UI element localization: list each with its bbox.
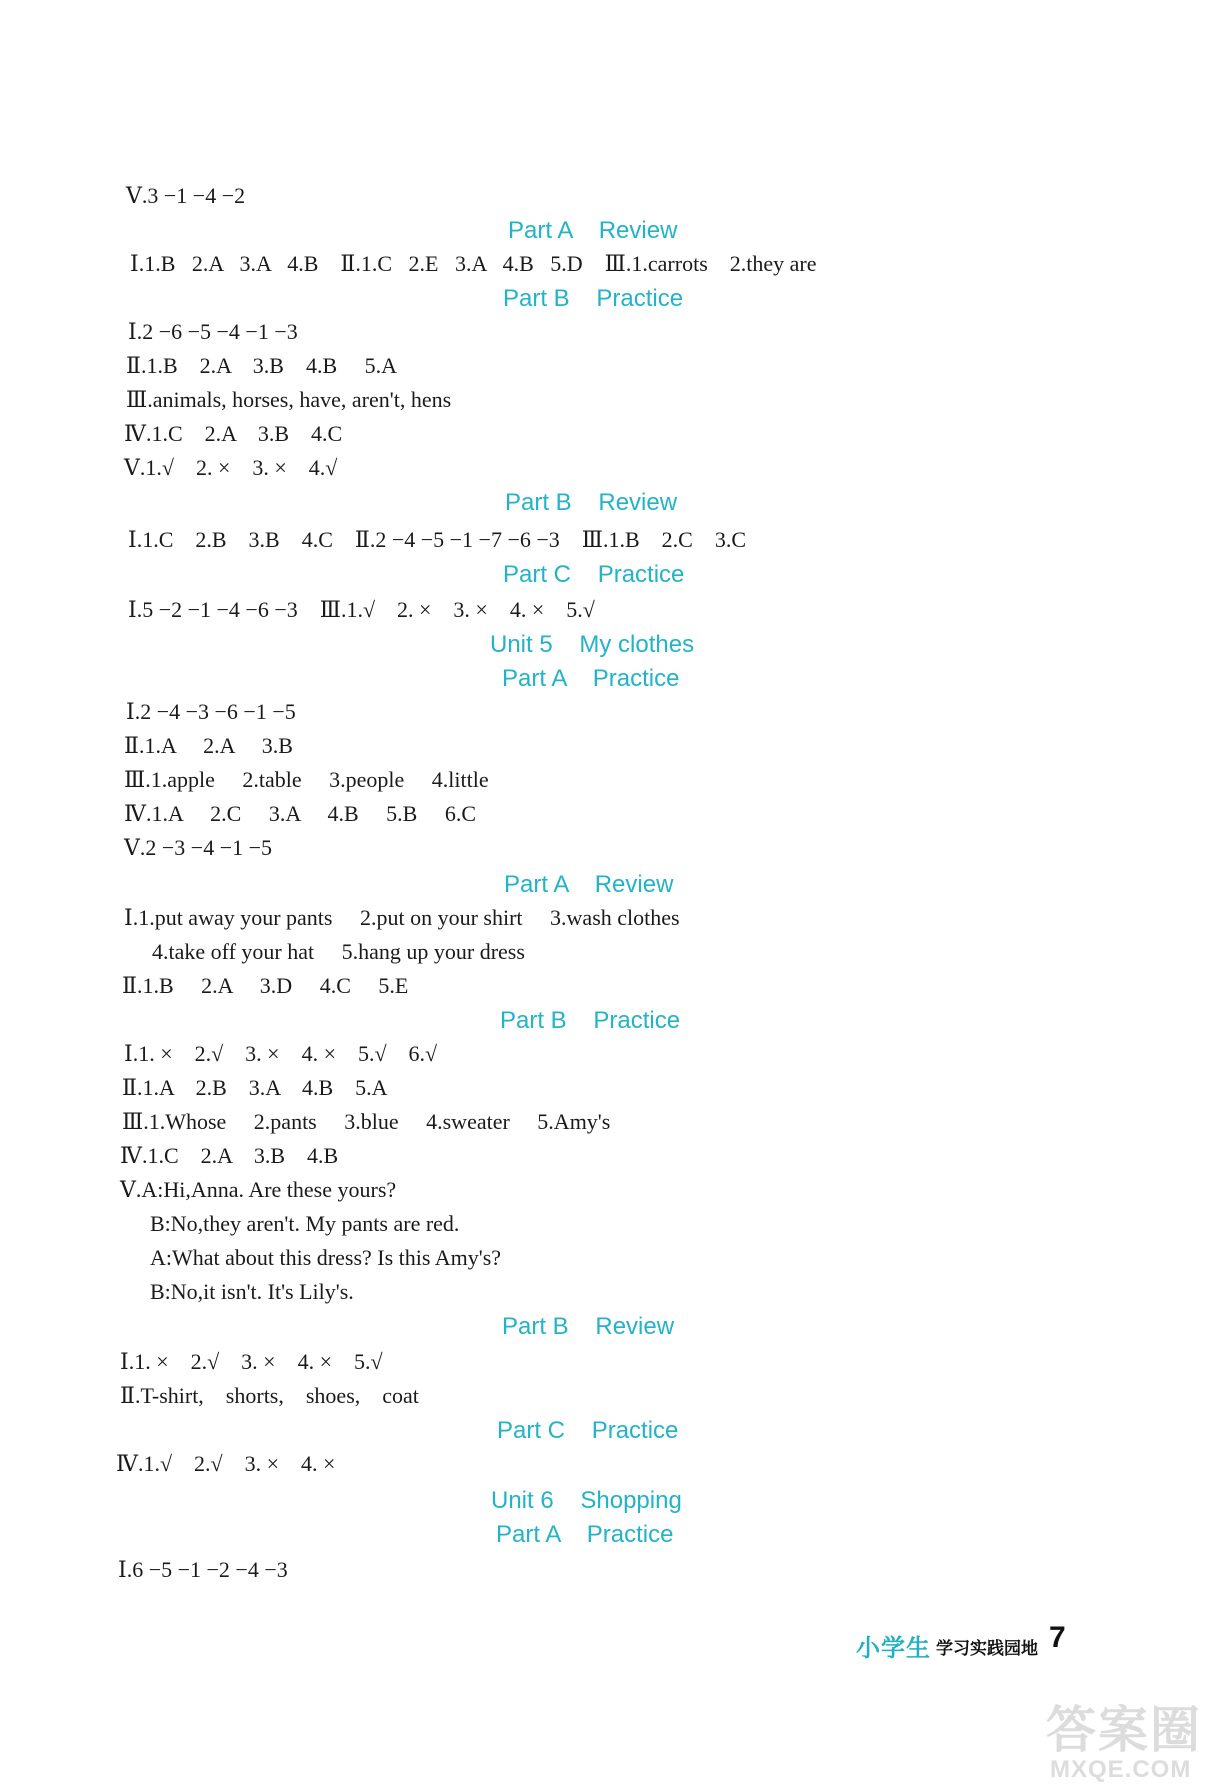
watermark [1046, 1690, 1221, 1790]
answer-line: Ⅰ.1.C 2.B 3.B 4.C Ⅱ.2 −4 −5 −1 −7 −6 −3 Ⅲ.1.B 2.C 3.C [128, 527, 747, 552]
section-heading: Part A Practice [496, 1521, 674, 1548]
answer-line: Ⅴ.2 −3 −4 −1 −5 [124, 835, 273, 860]
answer-line: Ⅰ.5 −2 −1 −4 −6 −3 Ⅲ.1.√ 2. × 3. × 4. × 5.√ [128, 597, 595, 622]
answer-line: Ⅳ.1.C 2.A 3.B 4.B [120, 1143, 339, 1168]
section-heading: Part C Practice [497, 1417, 679, 1444]
answer-line: Ⅲ.1.Whose 2.pants 3.blue 4.sweater 5.Amy's [122, 1109, 611, 1134]
answer-line: Ⅴ.3 −1 −4 −2 [126, 183, 246, 208]
answer-line: Ⅰ.1. × 2.√ 3. × 4. × 5.√ [120, 1349, 383, 1374]
answer-line: Ⅱ.1.B 2.A 3.D 4.C 5.E [122, 973, 409, 998]
section-heading: Part A Review [508, 217, 678, 244]
answer-line: Ⅰ.2 −6 −5 −4 −1 −3 [128, 319, 298, 344]
footer-brand: 小学生 [856, 1634, 931, 1662]
answer-line: A:What about this dress? Is this Amy's? [150, 1245, 502, 1270]
answer-line: B:No,it isn't. It's Lily's. [150, 1279, 354, 1304]
answer-line: Ⅱ.T-shirt, shorts, shoes, coat [120, 1383, 419, 1408]
answer-line: Ⅰ.1.put away your pants 2.put on your shirt 3.wash clothes [124, 905, 680, 930]
answer-line: Ⅱ.1.B 2.A 3.B 4.B 5.A [126, 353, 398, 378]
unit-heading: Unit 6 Shopping [491, 1487, 682, 1514]
answer-line: Ⅰ.6 −5 −1 −2 −4 −3 [118, 1557, 288, 1582]
unit-heading: Unit 5 My clothes [490, 631, 695, 658]
answer-line: Ⅲ.1.apple 2.table 3.people 4.little [124, 767, 489, 792]
section-heading: Part A Practice [502, 665, 680, 692]
answer-line: Ⅴ.A:Hi,Anna. Are these yours? [120, 1177, 397, 1202]
watermark-bottom-text: MXQE.COM [1050, 1756, 1192, 1783]
answer-line: 4.take off your hat 5.hang up your dress [152, 939, 525, 964]
answer-line: Ⅰ.1. × 2.√ 3. × 4. × 5.√ 6.√ [124, 1041, 438, 1066]
answer-line: B:No,they aren't. My pants are red. [150, 1211, 460, 1236]
answer-line: Ⅳ.1.C 2.A 3.B 4.C [124, 421, 343, 446]
answer-line: Ⅰ.2 −4 −3 −6 −1 −5 [126, 699, 296, 724]
section-heading: Part A Review [504, 871, 674, 898]
footer-subtitle: 学习实践园地 [936, 1639, 1038, 1659]
section-heading: Part B Review [505, 489, 678, 516]
answer-line: Ⅳ.1.√ 2.√ 3. × 4. × [116, 1451, 336, 1476]
page-number: 7 [1049, 1621, 1066, 1654]
section-heading: Part B Review [502, 1313, 675, 1340]
answer-line: Ⅱ.1.A 2.A 3.B [124, 733, 293, 758]
answer-line: Ⅳ.1.A 2.C 3.A 4.B 5.B 6.C [124, 801, 477, 826]
answer-line: Ⅲ.animals, horses, have, aren't, hens [126, 387, 452, 412]
section-heading: Part B Practice [500, 1007, 681, 1034]
watermark-top-text: 答案圈 [1046, 1701, 1202, 1759]
answer-line: Ⅱ.1.A 2.B 3.A 4.B 5.A [122, 1075, 388, 1100]
section-heading: Part C Practice [503, 561, 685, 588]
section-heading: Part B Practice [503, 285, 684, 312]
answer-line: Ⅴ.1.√ 2. × 3. × 4.√ [124, 455, 338, 480]
answer-line: Ⅰ.1.B 2.A 3.A 4.B Ⅱ.1.C 2.E 3.A 4.B 5.D Ⅲ.1.carrots 2.they are [130, 251, 817, 276]
